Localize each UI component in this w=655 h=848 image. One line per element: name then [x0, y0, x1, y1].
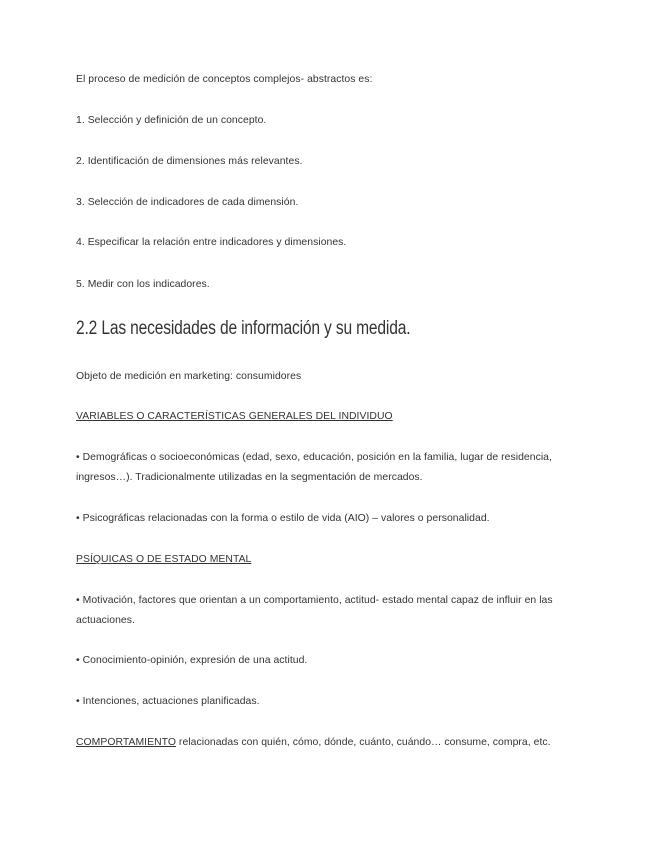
intro-paragraph: El proceso de medición de conceptos complejos- abstractos es: [76, 74, 373, 85]
behavior-paragraph [76, 733, 586, 753]
step-item: 3. Selección de indicadores de cada dimensión. [76, 197, 299, 208]
step-item: 2. Identificación de dimensiones más relevantes. [76, 156, 303, 167]
variables-item-demographic: • Demográficas o socioeconómicas (edad, sexo, educación, posición en la familia, lugar de residencia, ingresos…). Tradicionalmente utilizadas en la segmentación de mercados. [76, 452, 552, 483]
section-heading: 2.2 Las necesidades de información y su medida. [76, 318, 411, 339]
step-item: 1. Selección y definición de un concepto. [76, 115, 267, 126]
psychic-heading: PSÍQUICAS O DE ESTADO MENTAL [76, 554, 252, 565]
object-line: Objeto de medición en marketing: consumidores [76, 371, 302, 382]
behavior-text: relacionadas con quién, cómo, dónde, cuánto, cuándo… consume, compra, etc. [176, 737, 551, 748]
variables-item-psychographic: • Psicográficas relacionadas con la forma o estilo de vida (AIO) – valores o personalidad. [76, 513, 490, 524]
step-item: 4. Especificar la relación entre indicadores y dimensiones. [76, 237, 347, 248]
variables-heading: VARIABLES O CARACTERÍSTICAS GENERALES DEL INDIVIDUO [76, 411, 393, 422]
psychic-item-knowledge: • Conocimiento-opinión, expresión de una actitud. [76, 655, 308, 666]
psychic-item-motivation: • Motivación, factores que orientan a un comportamiento, actitud- estado mental capaz de influir en las actuaciones. [76, 595, 553, 626]
psychic-item-intentions: • Intenciones, actuaciones planificadas. [76, 696, 260, 707]
behavior-heading: COMPORTAMIENTO [76, 737, 176, 748]
step-item: 5. Medir con los indicadores. [76, 279, 210, 290]
